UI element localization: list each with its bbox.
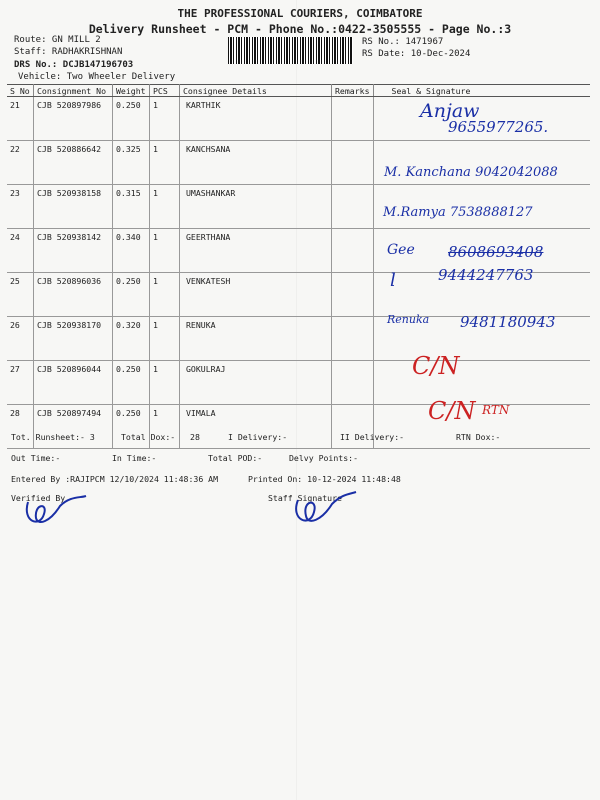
delivery-points: Delvy Points:- [289, 453, 359, 463]
vehicle: Vehicle: Two Wheeler Delivery [18, 72, 176, 82]
row-pcs: 1 [150, 141, 180, 185]
row-consignee: RENUKA [180, 317, 332, 361]
cln-mark-2: C/N [428, 397, 476, 425]
row-sno: 28 [7, 405, 34, 449]
total-dox [121, 432, 200, 442]
rs-number: RS No.: 1471967 [362, 37, 444, 47]
row-pcs: 1 [150, 97, 180, 141]
rtn-mark: RTN [482, 403, 510, 417]
row-consignee: KANCHSANA [180, 141, 332, 185]
handwritten-phone-5: 9444247763 [438, 266, 534, 284]
row-sno: 23 [7, 185, 34, 229]
row-remarks [332, 97, 374, 141]
row-consignee: KARTHIK [180, 97, 332, 141]
row-consignment: CJB 520896044 [34, 361, 113, 405]
row-consignment: CJB 520897986 [34, 97, 113, 141]
ii-delivery: II Delivery:- [340, 432, 405, 442]
printed-on: Printed On: 10-12-2024 11:48:48 [248, 474, 401, 484]
total-pod: Total POD:- [208, 453, 263, 463]
row-consignee: VENKATESH [180, 273, 332, 317]
handwritten-entry-2: M. Kanchana 9042042088 [384, 165, 558, 180]
row-weight: 0.325 [113, 141, 150, 185]
staff-signature-scribble [288, 486, 358, 531]
rs-date: RS Date: 10-Dec-2024 [362, 49, 471, 59]
row-pcs: 1 [150, 273, 180, 317]
col-remarks: Remarks [332, 85, 374, 97]
table-header-row [7, 85, 590, 97]
row-sno: 26 [7, 317, 34, 361]
cln-mark-1: C/N [412, 352, 460, 380]
col-sno: S No [7, 85, 34, 97]
table-row [7, 361, 590, 405]
drs-number [14, 60, 133, 70]
i-delivery: I Delivery:- [228, 432, 288, 442]
row-remarks [332, 317, 374, 361]
row-remarks [332, 361, 374, 405]
handwritten-entry-3: M.Ramya 7538888127 [383, 205, 533, 220]
handwritten-phone-6: 9481180943 [460, 313, 556, 331]
signature-scribble-5: 𝑙 [390, 270, 396, 291]
total-runsheet: Tot. Runsheet:- 3 [11, 432, 95, 442]
staff: Staff: RADHAKRISHNAN [14, 47, 123, 57]
col-consignment: Consignment No [34, 85, 113, 97]
col-signature: Seal & Signature [373, 85, 590, 97]
row-weight: 0.315 [113, 185, 150, 229]
row-pcs: 1 [150, 405, 180, 449]
row-consignment: CJB 520938142 [34, 229, 113, 273]
route: Route: GN MILL 2 [14, 35, 101, 45]
signature-scribble-6: Renuka [387, 313, 430, 326]
row-consignment: CJB 520938158 [34, 185, 113, 229]
row-consignment: CJB 520896036 [34, 273, 113, 317]
drs-label: DRS No.: [14, 60, 58, 70]
verified-signature-scribble [20, 492, 90, 532]
row-remarks [332, 273, 374, 317]
col-pcs: PCS [150, 85, 180, 97]
row-pcs: 1 [150, 361, 180, 405]
row-weight: 0.250 [113, 97, 150, 141]
row-sno: 24 [7, 229, 34, 273]
handwritten-phone-4: 8608693408 [448, 243, 544, 261]
row-consignee: GOKULRAJ [180, 361, 332, 405]
row-pcs: 1 [150, 185, 180, 229]
row-remarks [332, 141, 374, 185]
row-weight: 0.340 [113, 229, 150, 273]
signature-scribble-1: Anjaw [420, 100, 480, 122]
row-sno: 21 [7, 97, 34, 141]
row-consignee: UMASHANKAR [180, 185, 332, 229]
row-remarks [332, 185, 374, 229]
staff-signature-label: Staff Signature [268, 493, 342, 503]
row-consignment: CJB 520897494 [34, 405, 113, 449]
row-weight: 0.320 [113, 317, 150, 361]
rtn-dox: RTN Dox:- [456, 432, 501, 442]
row-pcs: 1 [150, 317, 180, 361]
row-consignment: CJB 520886642 [34, 141, 113, 185]
row-remarks [332, 229, 374, 273]
row-weight: 0.250 [113, 361, 150, 405]
company-title: THE PROFESSIONAL COURIERS, COIMBATORE [177, 7, 423, 20]
col-consignee: Consignee Details [180, 85, 332, 97]
total-dox-label: Total Dox:- [121, 432, 176, 442]
entered-by: Entered By :RAJIPCM 12/10/2024 11:48:36 AM [11, 474, 219, 484]
row-signature [373, 361, 590, 405]
drs-value: DCJB147196703 [62, 60, 134, 70]
signature-scribble-4: Gee [387, 242, 415, 258]
row-sno: 25 [7, 273, 34, 317]
row-weight: 0.250 [113, 273, 150, 317]
row-weight: 0.250 [113, 405, 150, 449]
col-weight: Weight [113, 85, 150, 97]
row-consignee: VIMALA [180, 405, 332, 449]
total-dox-value: 28 [190, 432, 200, 442]
out-time: Out Time:- [11, 453, 61, 463]
row-sno: 27 [7, 361, 34, 405]
row-sno: 22 [7, 141, 34, 185]
barcode-image [228, 37, 353, 64]
handwritten-phone-1: 9655977265. [448, 118, 549, 136]
row-consignee: GEERTHANA [180, 229, 332, 273]
row-consignment: CJB 520938170 [34, 317, 113, 361]
runsheet-subtitle: Delivery Runsheet - PCM - Phone No.:0422-3505555 - Page No.:3 [88, 22, 512, 36]
verified-by-label: Verified By [11, 493, 66, 503]
row-pcs: 1 [150, 229, 180, 273]
in-time: In Time:- [112, 453, 157, 463]
